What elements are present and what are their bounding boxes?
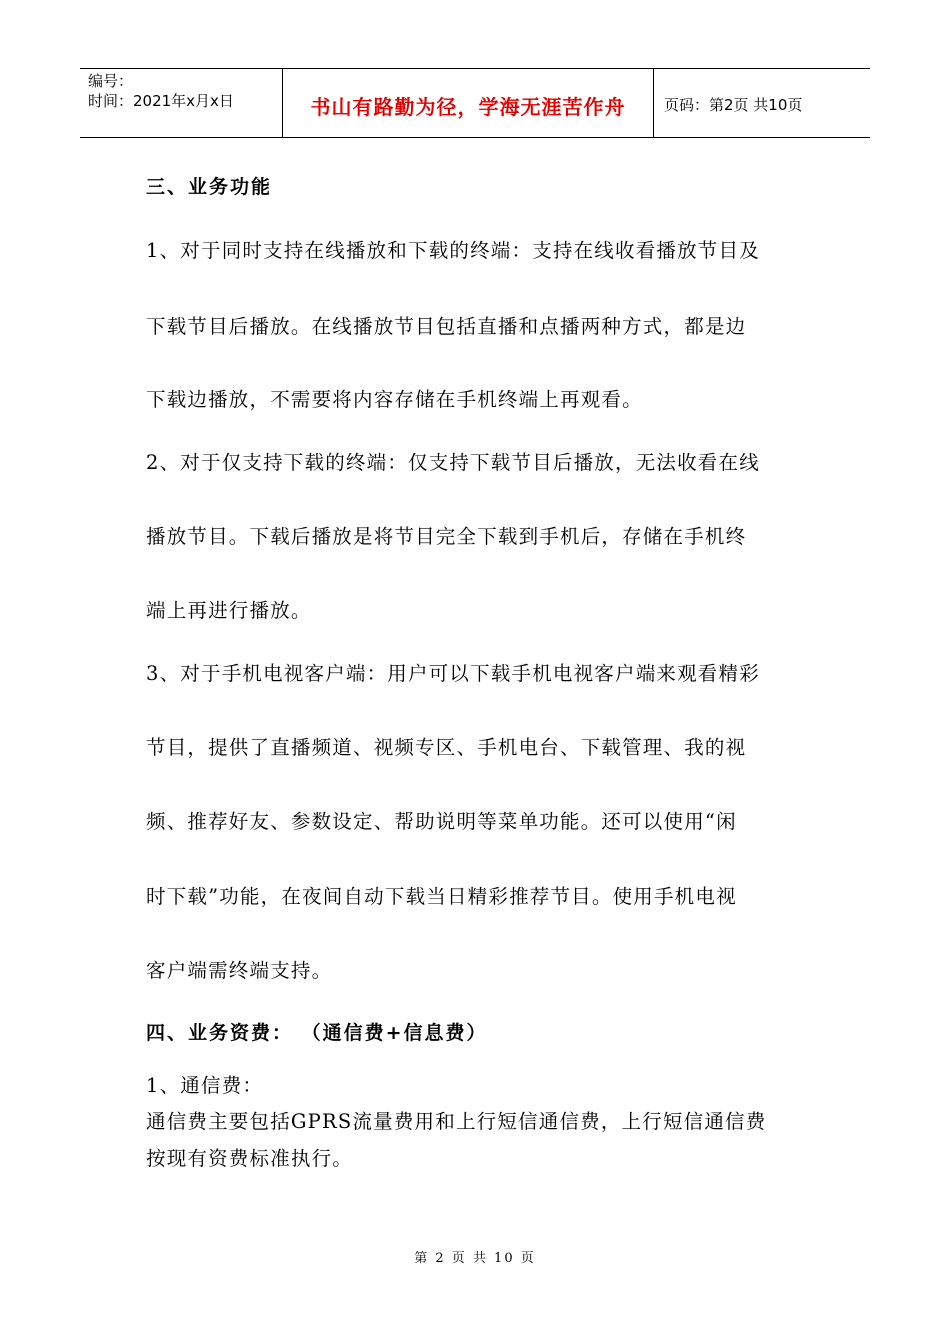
paragraph-line: 节目，提供了直播频道、视频专区、手机电台、下载管理、我的视 [146, 736, 747, 759]
header-meta [80, 69, 282, 137]
header-motto: 书山有路勤为径，学海无涯苦作舟 [282, 69, 654, 137]
paragraph-line: 下载节目后播放。在线播放节目包括直播和点播两种方式，都是边 [146, 315, 747, 338]
paragraph-line: 通信费主要包括GPRS流量费用和上行短信通信费，上行短信通信费 [146, 1110, 767, 1133]
document-date: 时间：2021年x月x日 [88, 92, 234, 110]
paragraph-line: 客户端需终端支持。 [146, 959, 333, 982]
page-footer: 第 2 页 共 10 页 [414, 1251, 536, 1266]
section-heading-business-functions: 三、业务功能 [146, 176, 273, 198]
paragraph-line: 2、对于仅支持下载的终端：仅支持下载节目后播放，无法收看在线 [146, 451, 760, 474]
page-header [80, 68, 870, 138]
paragraph-line: 端上再进行播放。 [146, 599, 312, 622]
paragraph-line: 按现有资费标准执行。 [146, 1147, 354, 1170]
document-number-label: 编号： [88, 72, 134, 90]
list-item-label: 1、通信费： [146, 1074, 264, 1097]
paragraph-line: 频、推荐好友、参数设定、帮助说明等菜单功能。还可以使用“闲 [146, 810, 737, 833]
header-page-number: 页码：第2页 共10页 [664, 95, 803, 114]
paragraph-line: 播放节目。下载后播放是将节目完全下载到手机后，存储在手机终 [146, 525, 747, 548]
paragraph-line: 下载边播放，不需要将内容存储在手机终端上再观看。 [146, 388, 643, 411]
paragraph-line: 时下载”功能，在夜间自动下载当日精彩推荐节目。使用手机电视 [146, 885, 737, 908]
section-heading-business-fees: 四、业务资费： （通信费+信息费） [146, 1022, 488, 1044]
paragraph-line: 3、对于手机电视客户端：用户可以下载手机电视客户端来观看精彩 [146, 662, 760, 685]
paragraph-line: 1、对于同时支持在线播放和下载的终端：支持在线收看播放节目及 [146, 239, 760, 262]
